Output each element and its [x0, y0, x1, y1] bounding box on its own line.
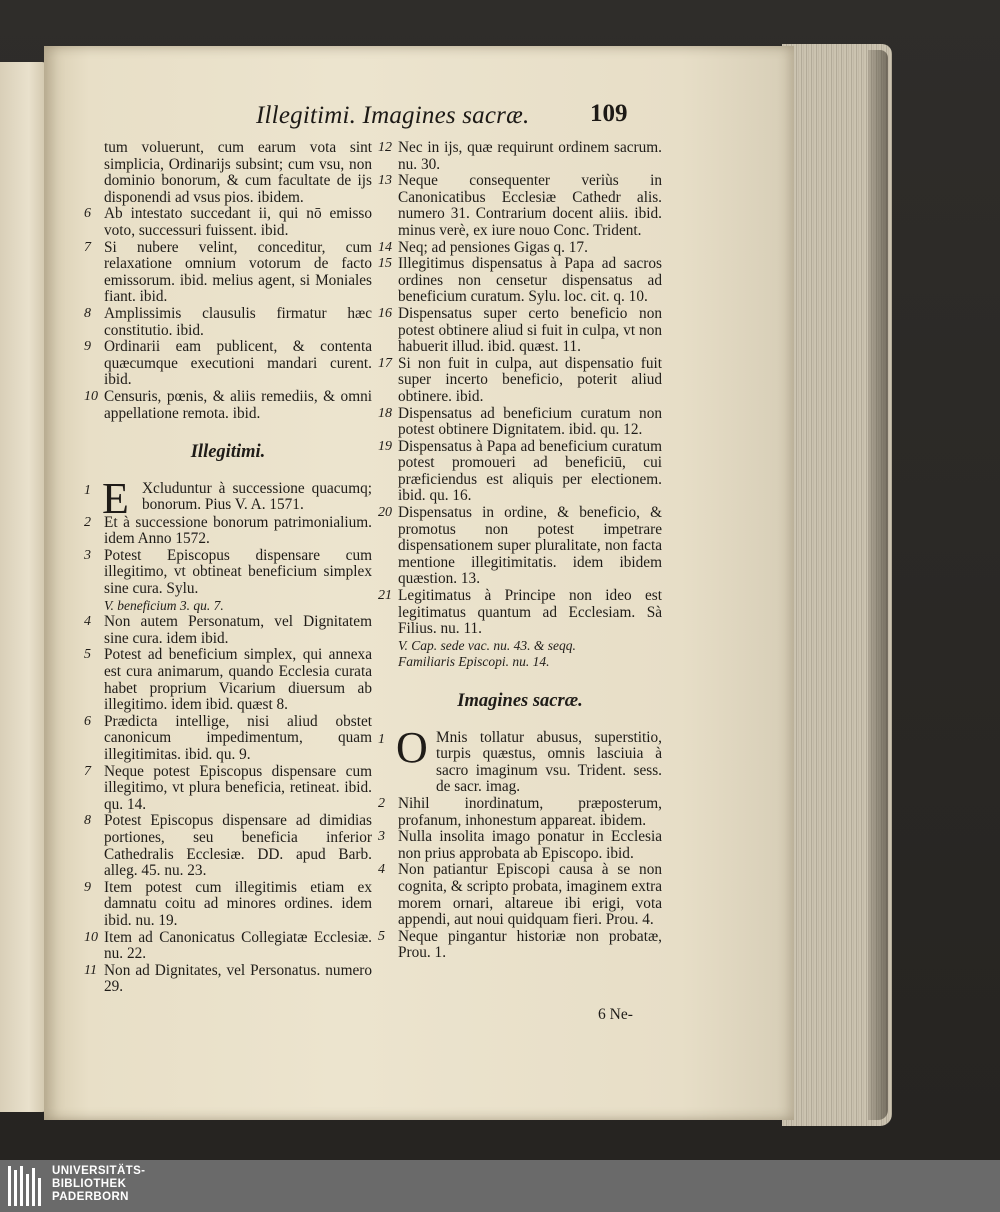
list-item: [378, 140, 662, 173]
entry-text: Ordinarii eam publicent, & contenta quæcumque executioni mandari curent. ibid.: [104, 338, 372, 389]
cross-reference: V. Cap. sede vac. nu. 43. & seqq.: [398, 637, 576, 653]
library-footer-bar: [0, 1160, 1000, 1212]
library-name: [52, 1165, 145, 1204]
entry-number: 5: [84, 647, 91, 663]
entry-number: 7: [84, 763, 91, 779]
entry-number: 19: [378, 438, 392, 454]
entry-text: Non autem Personatum, vel Dignitatem sine cura. idem ibid.: [104, 613, 372, 647]
entry-number: 7: [84, 239, 91, 255]
entry-number: 2: [378, 795, 385, 811]
page-number: 109: [590, 100, 628, 127]
entry-text: Mnis tollatur abusus, superstitio, turpis quæstus, omnis lasciuia à sacro imaginum vsu. Trident. sess. de sacr. imag.: [436, 728, 662, 796]
list-item: [378, 173, 662, 239]
library-name-line: BIBLIOTHEK: [52, 1178, 127, 1190]
cross-reference: V. beneficium 3. qu. 7.: [104, 597, 224, 613]
entry-text: Non patiantur Episcopi causa à se non cognita, & scripto probata, imaginem extra morem ornari, altareue ibi erigi, vota appendi, aut noui quidquam fieri. Prou. 4.: [398, 861, 662, 929]
list-item: [378, 356, 662, 406]
entry-text: Nec in ijs, quæ requirunt ordinem sacrum. nu. 30.: [398, 139, 662, 173]
list-item: [84, 389, 372, 422]
list-item: [84, 206, 372, 239]
entry-text: Potest Episcopus dispensare ad dimidias portiones, seu beneficia inferior Cathedralis Ecclesiæ. DD. apud Barb. alleg. 45. nu. 23.: [104, 812, 372, 880]
list-item: [378, 406, 662, 439]
facing-page-edge: [0, 62, 48, 1112]
entry-text: Dispensatus in ordine, & beneficio, & promotus non potest impetrare dispensationem super pluralitate, non facta mentione illegitimitatis. idem ibidem quæstion. 13.: [398, 504, 662, 588]
catchword: 6 Ne-: [598, 1006, 633, 1023]
entry-number: 5: [378, 928, 385, 944]
entry-number: 6: [84, 713, 91, 729]
entry-number: 17: [378, 355, 392, 371]
entry-number: 10: [84, 388, 98, 404]
entry-number: 2: [84, 514, 91, 530]
entry-text: Item potest cum illegitimis etiam ex damnatu coitu ad minores ordines. idem ibid. nu. 19.: [104, 878, 372, 929]
library-name-line: UNIVERSITÄTS-: [52, 1165, 146, 1177]
list-item: [84, 963, 372, 996]
drop-cap: E: [102, 473, 129, 523]
page-edge-shadow: [868, 50, 888, 1120]
entry-number: 9: [84, 879, 91, 895]
library-name-line: PADERBORN: [52, 1191, 129, 1203]
entry-number: 11: [84, 962, 97, 978]
drop-cap: O: [396, 722, 428, 772]
entry-text: Et à successione bonorum patrimonialium. idem Anno 1572.: [104, 513, 372, 548]
entry-text: Illegitimus dispensatus à Papa ad sacros ordines non censetur dispensatus ad beneficium curatum. Sylu. loc. cit. q. 10.: [398, 255, 662, 306]
entry-text: Dispensatus ad beneficium curatum non potest obtinere Dignitatem. ibid. qu. 12.: [398, 404, 662, 439]
entry-number: 1: [378, 731, 385, 747]
entry-text: Ab intestato succedant ii, qui nō emisso voto, successuri fuissent. ibid.: [104, 205, 372, 239]
entry-text: Si nubere velint, conceditur, cum relaxatione omnium votorum de facto emissorum. ibid. melius agent, si Moniales fiant. ibid.: [104, 238, 372, 306]
entry-number: 14: [378, 239, 392, 255]
entry-text: Neque potest Episcopus dispensare cum illegitimo, vt plura beneficia, retineat. ibid. qu. 14.: [104, 762, 372, 813]
list-item: [84, 714, 372, 764]
list-item: [378, 439, 662, 505]
list-item: [378, 240, 662, 257]
entry-text: Potest Episcopus dispensare cum illegitimo, vt obtineat beneficium simplex sine cura. Sylu.: [104, 546, 372, 598]
list-item: [84, 473, 372, 523]
entry-text: Potest ad beneficium simplex, qui annexa est cura animarum, quando Ecclesia curata habet proprium Vicarium diuersum ab illegitimo. idem ibid. quæst 8.: [104, 646, 372, 714]
entry-number: 10: [84, 929, 98, 945]
list-item: [84, 548, 372, 598]
left-text-column: [84, 140, 372, 996]
right-text-column: [378, 140, 662, 962]
entry-number: 9: [84, 339, 91, 355]
cross-reference: Familiaris Episcopi. nu. 14.: [398, 654, 550, 670]
entry-number: 8: [84, 813, 91, 829]
entry-text: Legitimatus à Principe non ideo est legitimatus quantum ad Ecclesiam. Sà Filius. nu. 11.: [398, 587, 662, 638]
entry-text: Item ad Canonicatus Collegiatæ Ecclesiæ. nu. 22.: [104, 928, 372, 963]
entry-number: 1: [84, 482, 91, 498]
entry-text: Xcluduntur à successione quacumq; bonorum. Pius V. A. 1571.: [142, 479, 372, 514]
entry-number: 6: [84, 206, 91, 222]
entry-number: 4: [378, 862, 385, 878]
list-item: [84, 647, 372, 713]
entry-text: Censuris, pœnis, & aliis remediis, & omni appellatione remota. ibid.: [104, 387, 372, 422]
entry-text: Non ad Dignitates, vel Personatus. numero 29.: [104, 961, 372, 996]
page-header: [256, 102, 656, 136]
list-item: [84, 930, 372, 963]
entry-number: 3: [378, 829, 385, 845]
entry-text: Neq; ad pensiones Gigas q. 17.: [398, 238, 588, 256]
entry-number: 21: [378, 588, 392, 604]
section-title-imagines: Imagines sacræ.: [457, 691, 583, 711]
list-item: [378, 862, 662, 928]
entry-text: Neque pingantur historiæ non probatæ, Prou. 1.: [398, 927, 662, 962]
list-item: [84, 339, 372, 389]
entry-text: Nulla insolita imago ponatur in Ecclesia non prius approbata ab Episcopo. ibid.: [398, 828, 662, 862]
list-item: [84, 306, 372, 339]
entry-number: 16: [378, 305, 392, 321]
list-item: [378, 306, 662, 356]
list-item: [378, 256, 662, 306]
entry-number: 4: [84, 614, 91, 630]
entry-number: 3: [84, 547, 91, 563]
entry-text: Dispensatus super certo beneficio non potest obtinere aliud si fuit in culpa, vt non habuerit illud. ibid. quæst. 11.: [398, 304, 662, 356]
list-item: [84, 240, 372, 306]
list-item: [84, 764, 372, 814]
list-item: [378, 829, 662, 862]
list-item: [84, 515, 372, 548]
entry-number: 20: [378, 505, 392, 521]
list-item: [84, 813, 372, 879]
running-head: Illegitimi. Imagines sacræ.: [256, 102, 530, 129]
entry-number: 18: [378, 405, 392, 421]
entry-text: Nihil inordinatum, præposterum, profanum, inhonestum appareat. ibidem.: [398, 794, 662, 829]
list-item: [378, 588, 662, 638]
list-item: [378, 796, 662, 829]
entry-number: 15: [378, 256, 392, 272]
library-logo-icon: [6, 1164, 46, 1208]
entry-number: 12: [378, 140, 392, 155]
list-item: [378, 929, 662, 962]
entry-number: 8: [84, 305, 91, 321]
entry-text: Si non fuit in culpa, aut dispensatio fuit super incerto beneficio, poterit aliud obtinere. ibid.: [398, 354, 662, 405]
list-item: [84, 614, 372, 647]
entry-number: 13: [378, 173, 392, 189]
entry-text: Prædicta intellige, nisi aliud obstet canonicum impedimentum, quam illegitimitas. ibid. qu. 9.: [104, 712, 372, 763]
entry-text: Neque consequenter veriùs in Canonicatibus Ecclesiæ Cathedr alis. numero 31. Contrarium docent aliis. ibid. minus verè, ex iure nouo Conc. Trident.: [398, 172, 662, 239]
entry-text: Dispensatus à Papa ad beneficium curatum potest promoueri ad beneficiū, cui præficiendus est aliquis per electionem. ibid. qu. 16.: [398, 437, 662, 505]
list-item: [378, 722, 662, 796]
list-item: [378, 505, 662, 588]
entry-text: Amplissimis clausulis firmatur hæc constitutio. ibid.: [104, 304, 372, 339]
section-title-illegitimi: Illegitimi.: [190, 442, 266, 463]
entry-continuation: tum voluerunt, cum earum vota sint simplicia, Ordinarijs subsint; cum vsu, non dominio bonorum, & cum facultate de ijs disponendi ad vsus pios. ibidem.: [104, 139, 372, 206]
list-item: [84, 880, 372, 930]
